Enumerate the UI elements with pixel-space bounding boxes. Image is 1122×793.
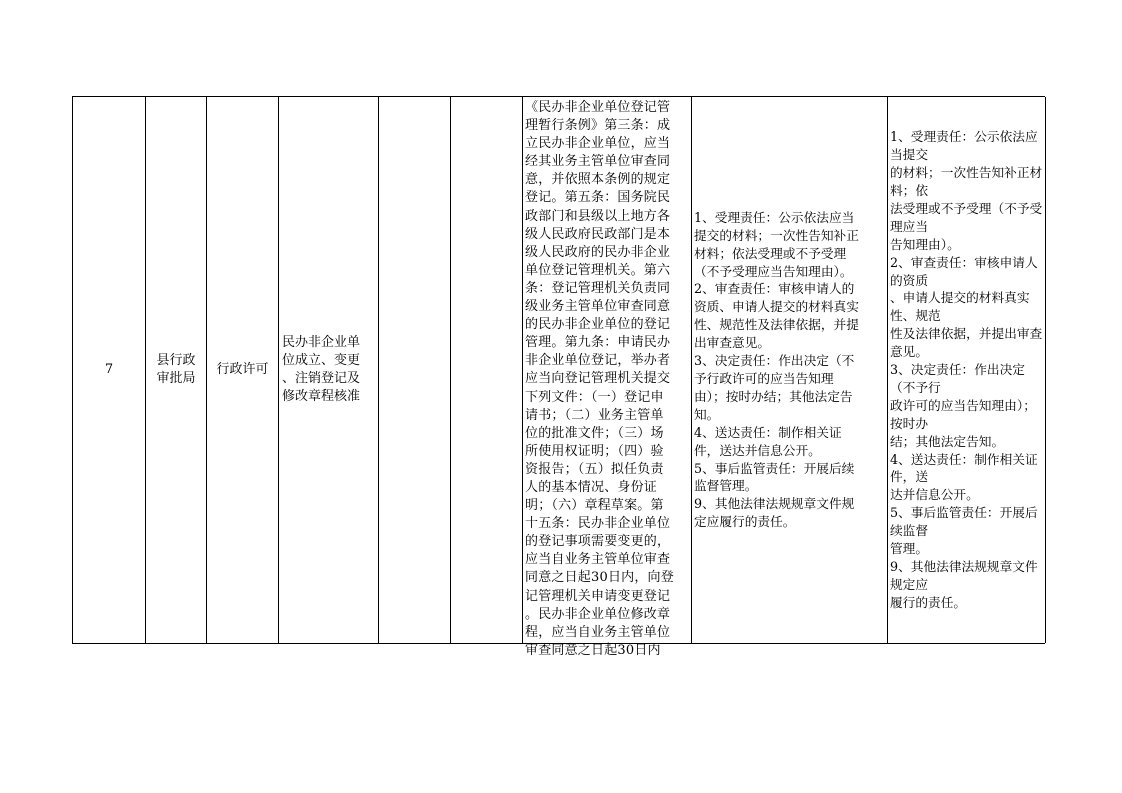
category: 行政许可	[216, 362, 269, 377]
responsibility-a-cell	[692, 97, 888, 643]
sub-item-cell	[379, 97, 451, 643]
spacer-cell	[451, 97, 523, 643]
row-number-cell	[73, 97, 146, 643]
row-number: 7	[104, 362, 114, 377]
responsibility-b: 1、受理责任：公示依法应当提交 的材料；一次性告知补正材料；依 法受理或不予受理（不予受理应当 告知理由）。 2、审查责任：审核申请人的资质 、申请人提交的材料真实性、规范 性及法律依据，并提出审查意见。 3、决定责任：作出决定（不予行 政许可的应当告知理由）；按时办 结；其他法定告知。 4、送达责任：制作相关证件，送 达并信息公开。 5、事后监管责任：开展后续监督 管理。 9、其他法律法规规章文件规定应 履行的责任。	[890, 129, 1043, 610]
category-cell	[207, 97, 279, 643]
item-name: 民办非企业单 位成立、变更 、注销登记及 修改章程核准	[282, 335, 361, 404]
legal-basis-cell	[523, 97, 692, 658]
responsibility-a: 1、受理责任：公示依法应当 提交的材料；一次性告知补正 材料；依法受理或不予受理 （不予受理应当告知理由）。 2、审查责任：审核申请人的 资质、申请人提交的材料真实 性、规范性及法律依据，并提 出审查意见。 3、决定责任：作出决定（不 予行政许可的应当告知理 由）；按时办结；其他法定告 知。 4、送达责任：制作相关证 件，送达并信息公开。 5、事后监管责任：开展后续 监督管理。 9、其他法律法规规章文件规 定应履行的责任。	[694, 209, 859, 530]
responsibility-table	[72, 96, 1045, 658]
legal-basis: 《民办非企业单位登记管 理暂行条例》第三条：成 立民办非企业单位，应当 经其业务主管单位审查同 意，并依照本条例的规定 登记。第五条：国务院民 政部门和县级以上地方各 级人民政府民政部门是本 级人民政府的民办非企业 单位登记管理机关。第六 条：登记管理机关负责同 级业务主管单位审查同意 的民办非企业单位的登记 管理。第九条：申请民办 非企业单位登记，举办者 应当向登记管理机关提交 下列文件：（一）登记申 请书；（二）业务主管单 位的批准文件；（三）场 所使用权证明；（四）验 资报告；（五）拟任负责 人的基本情况、身份证 明；（六）章程草案。第 十五条：民办非企业单位 的登记事项需要变更的， 应当自业务主管单位审查 同意之日起30日内，向登 记管理机关申请变更登记 。民办非企业单位修改章 程，应当自业务主管单位 审查同意之日起30日内	[525, 100, 674, 658]
item-name-cell	[279, 97, 379, 643]
department: 县行政 审批局	[156, 353, 196, 386]
department-cell	[146, 97, 207, 643]
responsibility-b-cell	[888, 97, 1046, 643]
